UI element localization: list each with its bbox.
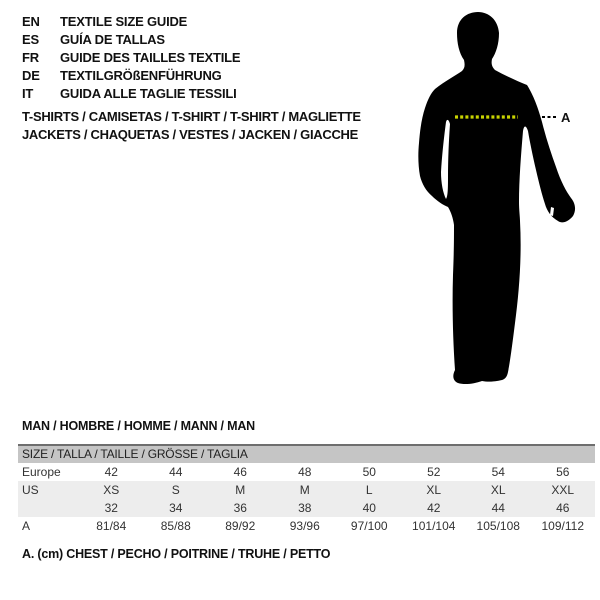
size-table: [18, 444, 595, 535]
language-label: GUIDA ALLE TAGLIE TESSILI: [60, 86, 237, 101]
garment-categories: [22, 108, 361, 144]
language-row-it: [22, 85, 240, 103]
table-row-us: [18, 481, 595, 499]
row-label: A: [22, 519, 31, 533]
language-row-de: [22, 67, 240, 85]
language-code: EN: [22, 14, 40, 29]
language-label: TEXTILE SIZE GUIDE: [60, 14, 188, 29]
size-cell: 85/88: [160, 519, 191, 533]
man-silhouette-svg: [400, 5, 590, 395]
size-cell: 89/92: [225, 519, 256, 533]
size-cell: 52: [427, 465, 441, 479]
language-list: [22, 13, 240, 103]
size-cell: 97/100: [350, 519, 388, 533]
size-cell: 32: [104, 501, 118, 515]
size-cell: L: [365, 483, 373, 497]
table-row-europe: [18, 463, 595, 481]
size-table-header: SIZE / TALLA / TAILLE / GRÖSSE / TAGLIA: [18, 444, 595, 463]
size-cell: S: [171, 483, 180, 497]
size-cell: M: [299, 483, 310, 497]
size-cell: 46: [233, 465, 247, 479]
footnote-chest: A. (cm) CHEST / PECHO / POITRINE / TRUHE / PETTO: [22, 547, 331, 561]
size-cell: 38: [298, 501, 312, 515]
language-row-es: [22, 31, 240, 49]
size-cell: 109/112: [541, 519, 584, 533]
man-figure: [400, 5, 590, 395]
size-cell: XS: [103, 483, 120, 497]
language-code: ES: [22, 32, 39, 47]
language-label: TEXTILGRÖßENFÜHRUNG: [60, 68, 222, 83]
size-cell: 56: [556, 465, 570, 479]
garment-line-tshirts: T-SHIRTS / CAMISETAS / T-SHIRT / T-SHIRT / MAGLIETTE: [22, 109, 361, 124]
size-cell: 44: [169, 465, 183, 479]
table-row-chest-a: [18, 517, 595, 535]
garment-line-jackets: JACKETS / CHAQUETAS / VESTES / JACKEN / GIACCHE: [22, 127, 358, 142]
measure-label-a: A: [561, 110, 571, 125]
language-row-fr: [22, 49, 240, 67]
section-title-man: MAN / HOMBRE / HOMME / MANN / MAN: [22, 419, 255, 433]
size-cell: 42: [427, 501, 441, 515]
row-label: [18, 499, 79, 517]
language-code: DE: [22, 68, 40, 83]
size-cell: XXL: [551, 483, 575, 497]
row-label: US: [22, 483, 39, 497]
size-cell: 40: [362, 501, 376, 515]
size-cell: 36: [233, 501, 247, 515]
size-cell: 101/104: [412, 519, 456, 533]
size-cell: XL: [426, 483, 442, 497]
table-row-us-numeric: [18, 499, 595, 517]
man-silhouette: [418, 12, 575, 384]
language-code: IT: [22, 86, 34, 101]
size-cell: 34: [169, 501, 183, 515]
language-row-en: [22, 13, 240, 31]
size-cell: 81/84: [96, 519, 127, 533]
size-cell: 105/108: [476, 519, 520, 533]
size-cell: 44: [491, 501, 505, 515]
size-cell: 42: [104, 465, 118, 479]
row-label: Europe: [22, 465, 61, 479]
size-cell: 93/96: [289, 519, 320, 533]
language-code: FR: [22, 50, 39, 65]
size-cell: 50: [362, 465, 376, 479]
size-cell: 48: [298, 465, 312, 479]
language-label: GUIDE DES TAILLES TEXTILE: [60, 50, 241, 65]
size-cell: 46: [556, 501, 570, 515]
size-cell: 54: [491, 465, 505, 479]
language-label: GUÍA DE TALLAS: [60, 32, 165, 47]
size-cell: M: [235, 483, 246, 497]
size-cell: XL: [490, 483, 506, 497]
